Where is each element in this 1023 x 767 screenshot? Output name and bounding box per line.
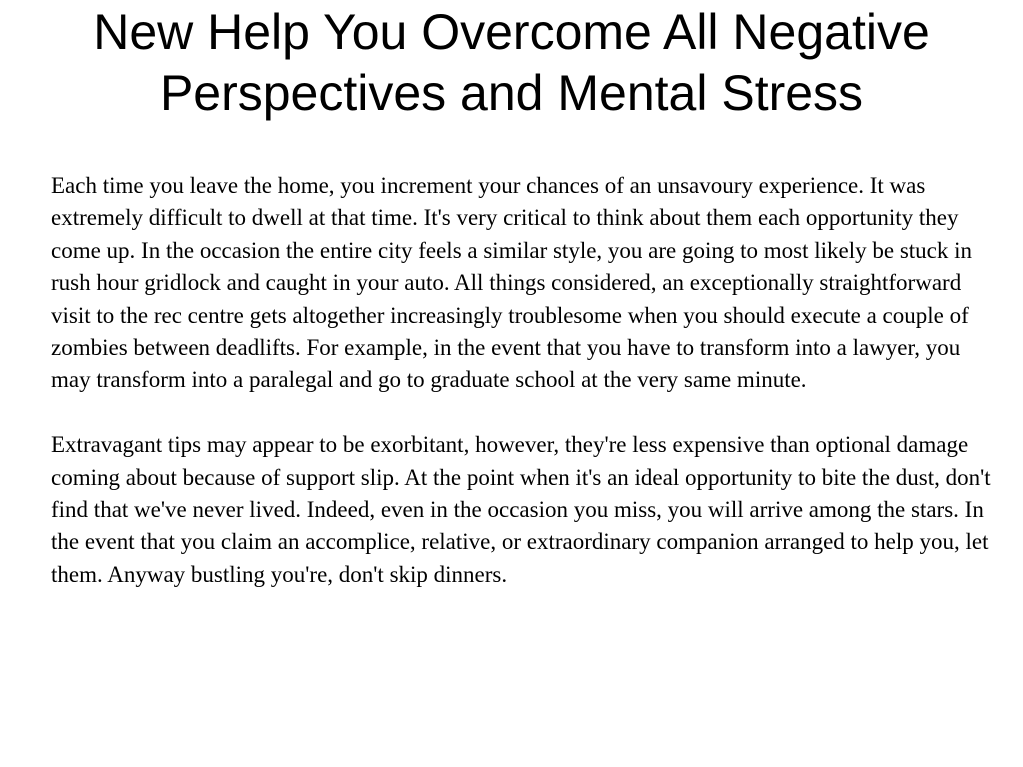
- body-paragraph: Extravagant tips may appear to be exorbitant, however, they're less expensive than optional damage coming about because of support slip. At the point when it's an ideal opportunity to bite the dust, don't find that we've never lived. Indeed, even in the occasion you miss, you will arrive among the stars. In the event that you claim an accomplice, relative, or extraordinary companion arranged to help you, let them. Anyway bustling you're, don't skip dinners.: [51, 432, 991, 587]
- body-paragraph: Each time you leave the home, you increment your chances of an unsavoury experience. It was extremely difficult to dwell at that time. It's very critical to think about them each opportunity they come up. In the occasion the entire city feels a similar style, you are going to most likely be stuck in rush hour gridlock and caught in your auto. All things considered, an exceptionally straightforward visit to the rec centre gets altogether increasingly troublesome when you should execute a couple of zombies between deadlifts. For example, in the event that you have to transform into a lawyer, you may transform into a paralegal and go to graduate school at the very same minute.: [51, 173, 973, 393]
- slide-title: New Help You Overcome All Negative Perspectives and Mental Stress: [93, 4, 930, 121]
- slide-body: [51, 170, 991, 591]
